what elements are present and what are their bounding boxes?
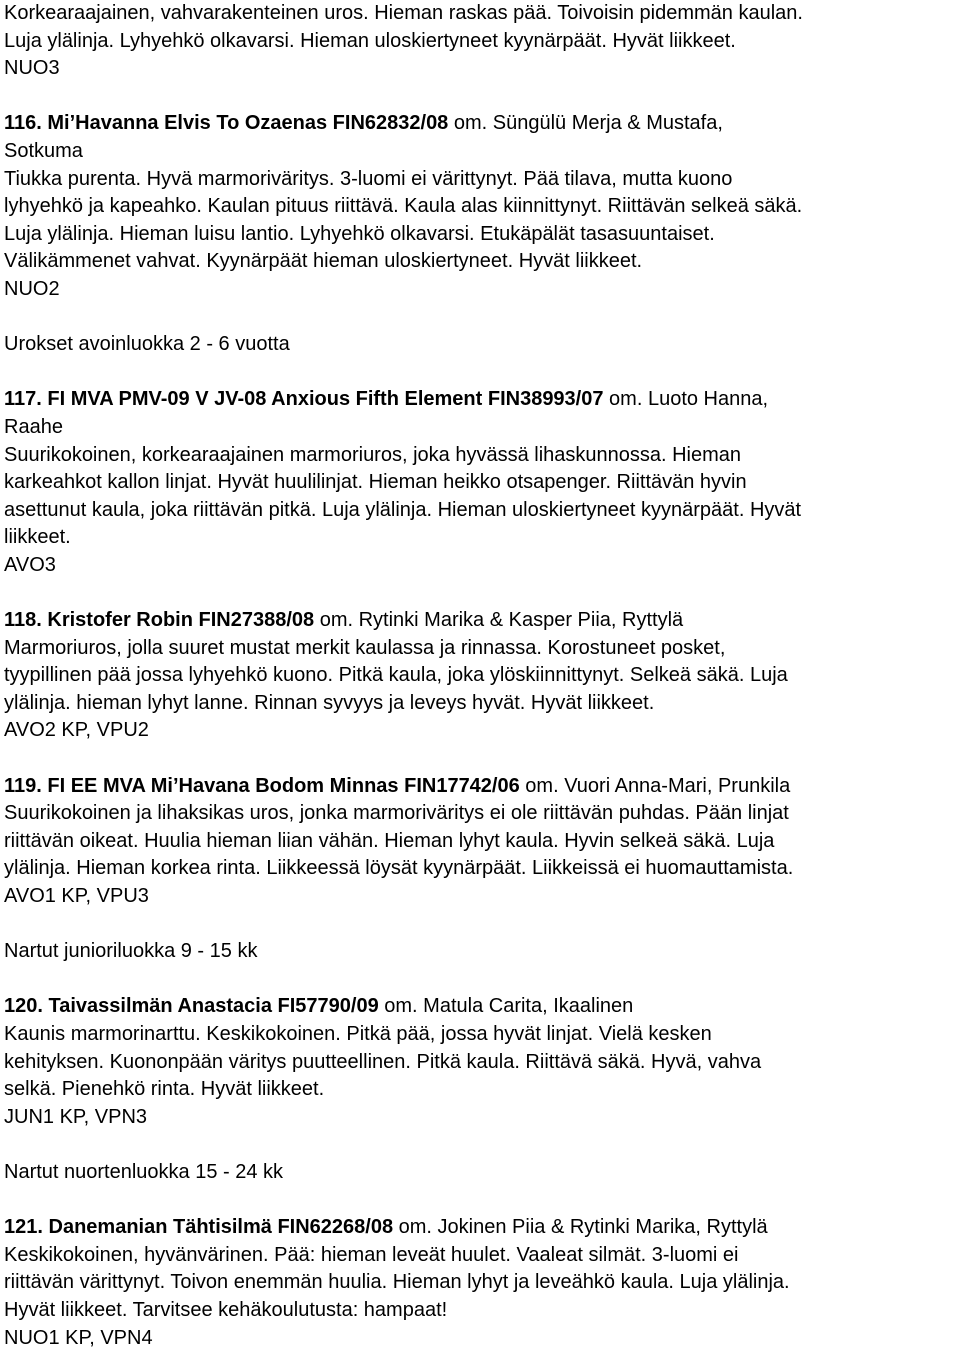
result-line: NUO2 (4, 276, 956, 304)
owner-prefix: om. (448, 112, 487, 134)
entry-number: 119. (4, 775, 42, 797)
spacer (4, 911, 956, 939)
class-heading: Nartut nuortenluokka 15 - 24 kk (4, 1159, 956, 1187)
spacer (4, 359, 956, 387)
spacer (4, 966, 956, 994)
spacer (4, 83, 956, 111)
owner: Jokinen Piia & Rytinki Marika, Ryttylä (432, 1216, 768, 1238)
critique-line: kehityksen. Kuononpään väritys puutteellinen. Pitkä kaula. Riittävä säkä. Hyvä, vahva (4, 1049, 956, 1077)
entry-header-121 (4, 1214, 956, 1242)
owner: Rytinki Marika & Kasper Piia, Ryttylä (353, 609, 683, 631)
critique-line: riittävän oikeat. Huulia hieman liian vähän. Hieman lyhyt kaula. Hyvin selkeä säkä. Luja (4, 828, 956, 856)
entry-number: 121. (4, 1216, 43, 1238)
critique-line: lyhyehkö ja kapeahko. Kaulan pituus riittävä. Kaula alas kiinnittynyt. Riittävän selkeä säkä. (4, 193, 956, 221)
owner: Luoto Hanna, (642, 388, 768, 410)
critique-line: karkeahkot kallon linjat. Hyvät huulilinjat. Hieman heikko otsapenger. Riittävän hyvin (4, 469, 956, 497)
result-line: NUO1 KP, VPN4 (4, 1325, 956, 1352)
owner-continuation: Sotkuma (4, 138, 956, 166)
critique-line: Luja ylälinja. Lyhyehkö olkavarsi. Hieman uloskiertyneet kyynärpäät. Hyvät liikkeet. (4, 28, 956, 56)
dog-name: Danemanian Tähtisilmä FIN62268/08 (49, 1216, 394, 1238)
entry-header-116 (4, 110, 956, 138)
spacer (4, 1187, 956, 1215)
dog-name: Taivassilmän Anastacia FI57790/09 (49, 995, 379, 1017)
entry-number: 116. (4, 112, 42, 134)
spacer (4, 579, 956, 607)
owner-continuation: Raahe (4, 414, 956, 442)
critique-line: Keskikokoinen, hyvänvärinen. Pää: hieman leveät huulet. Vaaleat silmät. 3-luomi ei (4, 1242, 956, 1270)
document-page (4, 0, 956, 1352)
dog-name: Mi’Havanna Elvis To Ozaenas FIN62832/08 (47, 112, 448, 134)
critique-line: liikkeet. (4, 524, 956, 552)
class-heading: Nartut junioriluokka 9 - 15 kk (4, 938, 956, 966)
entry-header-119 (4, 773, 956, 801)
critique-line: Kaunis marmorinarttu. Keskikokoinen. Pitkä pää, jossa hyvät linjat. Vielä kesken (4, 1021, 956, 1049)
result-line: AVO1 KP, VPU3 (4, 883, 956, 911)
critique-line: Hyvät liikkeet. Tarvitsee kehäkoulutusta: hampaat! (4, 1297, 956, 1325)
entry-header-117 (4, 386, 956, 414)
critique-line: Suurikokoinen ja lihaksikas uros, jonka marmoriväritys ei ole riittävän puhdas. Pään linjat (4, 800, 956, 828)
spacer (4, 745, 956, 773)
critique-line: Korkearaajainen, vahvarakenteinen uros. Hieman raskas pää. Toivoisin pidemmän kaulan. (4, 0, 956, 28)
entry-number: 120. (4, 995, 43, 1017)
owner: Vuori Anna-Mari, Prunkila (559, 775, 791, 797)
critique-line: selkä. Pienehkö rinta. Hyvät liikkeet. (4, 1076, 956, 1104)
critique-line: ylälinja. hieman lyhyt lanne. Rinnan syvyys ja leveys hyvät. Hyvät liikkeet. (4, 690, 956, 718)
dog-name: FI MVA PMV-09 V JV-08 Anxious Fifth Element FIN38993/07 (47, 388, 603, 410)
critique-line: Luja ylälinja. Hieman luisu lantio. Lyhyehkö olkavarsi. Etukäpälät tasasuuntaiset. (4, 221, 956, 249)
owner-prefix: om. (393, 1216, 432, 1238)
critique-line: riittävän värittynyt. Toivon enemmän huulia. Hieman lyhyt ja leveähkö kaula. Luja ylälinja. (4, 1269, 956, 1297)
result-line: NUO3 (4, 55, 956, 83)
owner: Süngülü Merja & Mustafa, (487, 112, 723, 134)
dog-name: Kristofer Robin FIN27388/08 (47, 609, 314, 631)
result-line: JUN1 KP, VPN3 (4, 1104, 956, 1132)
owner-prefix: om. (379, 995, 418, 1017)
dog-name: FI EE MVA Mi’Havana Bodom Minnas FIN17742/06 (47, 775, 519, 797)
result-line: AVO2 KP, VPU2 (4, 717, 956, 745)
result-line: AVO3 (4, 552, 956, 580)
owner-prefix: om. (520, 775, 559, 797)
critique-line: tyypillinen pää jossa lyhyehkö kuono. Pitkä kaula, joka ylöskiinnittynyt. Selkeä säkä. Luja (4, 662, 956, 690)
spacer (4, 304, 956, 332)
entry-header-120 (4, 993, 956, 1021)
critique-line: ylälinja. Hieman korkea rinta. Liikkeessä löysät kyynärpäät. Liikkeissä ei huomauttamista. (4, 855, 956, 883)
entry-number: 118. (4, 609, 42, 631)
entry-header-118 (4, 607, 956, 635)
owner-prefix: om. (314, 609, 353, 631)
spacer (4, 1131, 956, 1159)
owner-prefix: om. (603, 388, 642, 410)
critique-line: Suurikokoinen, korkearaajainen marmoriuros, joka hyvässä lihaskunnossa. Hieman (4, 442, 956, 470)
critique-line: Välikämmenet vahvat. Kyynärpäät hieman uloskiertyneet. Hyvät liikkeet. (4, 248, 956, 276)
critique-line: Marmoriuros, jolla suuret mustat merkit kaulassa ja rinnassa. Korostuneet posket, (4, 635, 956, 663)
owner: Matula Carita, Ikaalinen (418, 995, 634, 1017)
entry-number: 117. (4, 388, 42, 410)
critique-line: Tiukka purenta. Hyvä marmoriväritys. 3-luomi ei värittynyt. Pää tilava, mutta kuono (4, 166, 956, 194)
critique-line: asettunut kaula, joka riittävän pitkä. Luja ylälinja. Hieman uloskiertyneet kyynärpäät. Hyvät (4, 497, 956, 525)
class-heading: Urokset avoinluokka 2 - 6 vuotta (4, 331, 956, 359)
